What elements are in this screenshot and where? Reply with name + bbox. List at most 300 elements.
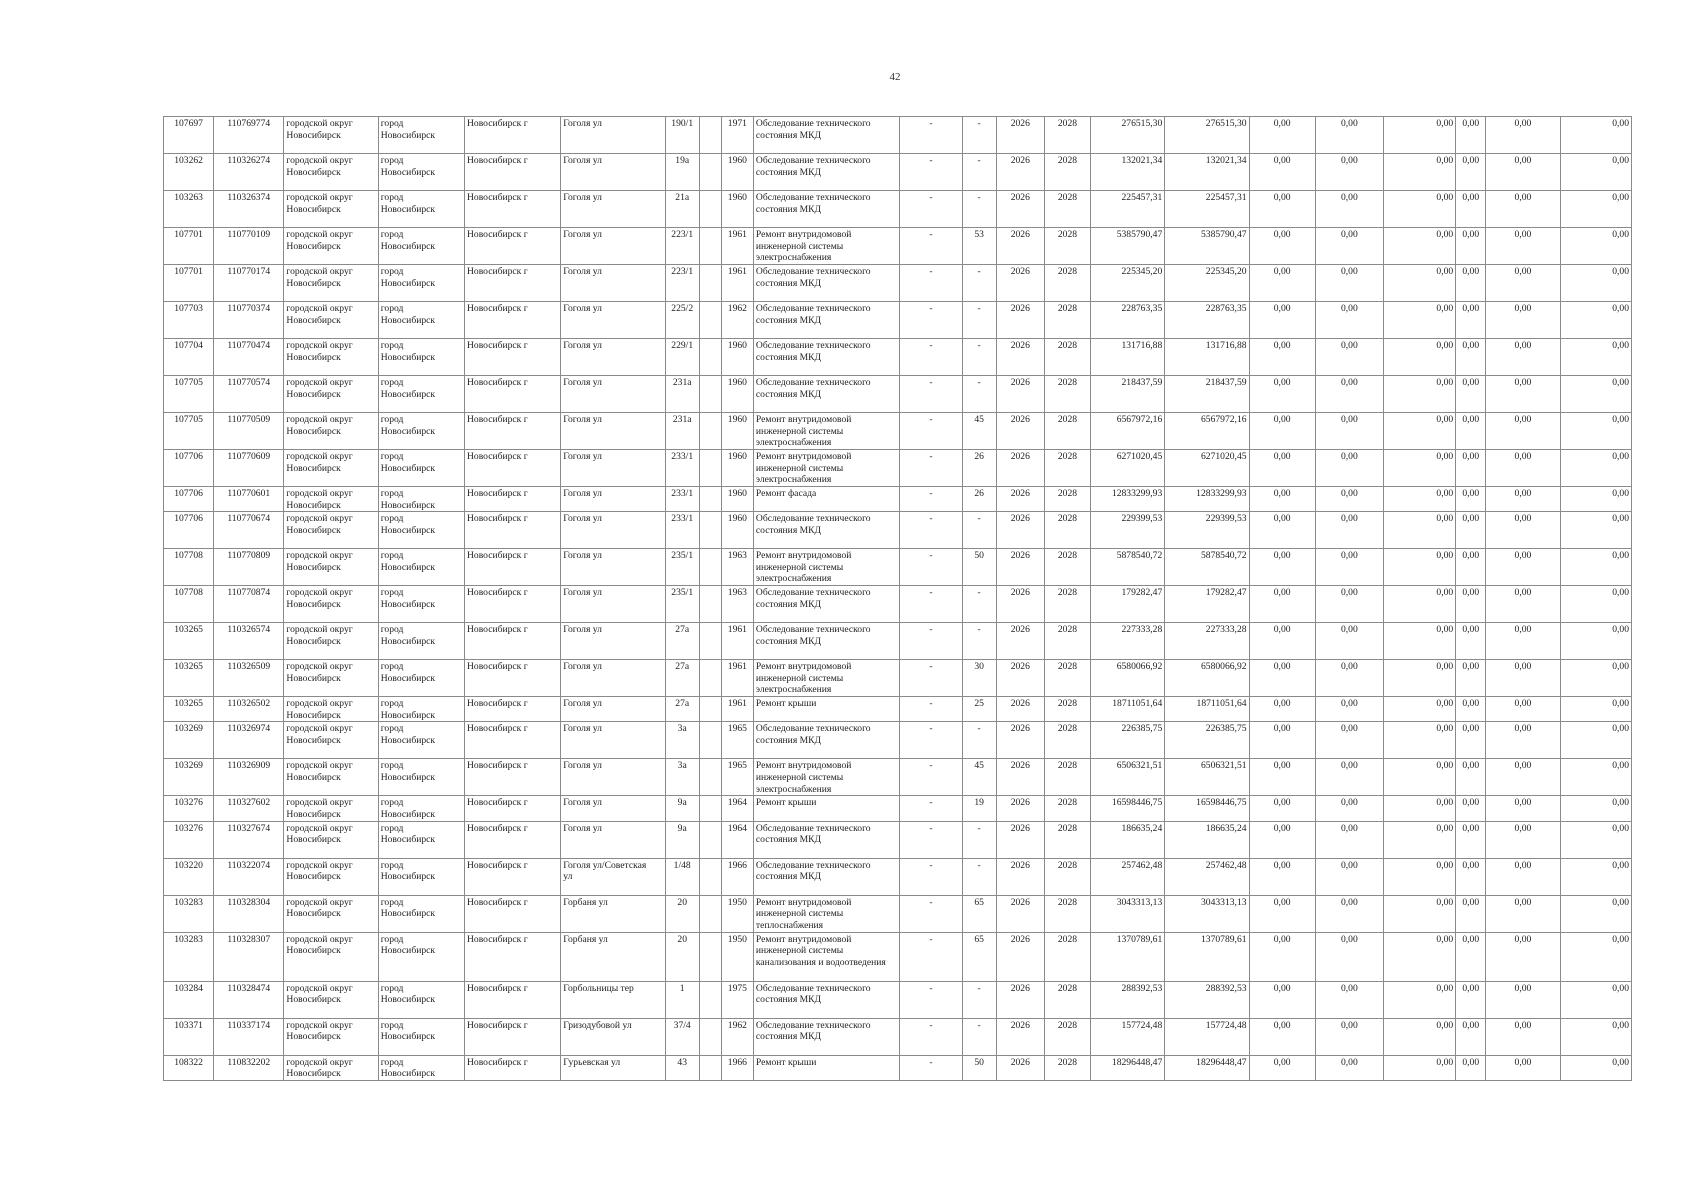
cell-cost-owners: 0,00: [1383, 154, 1455, 191]
cell-work-type: Ремонт внутридомовой инженерной системы электроснабжения: [753, 450, 899, 487]
cell-cost-owners: 0,00: [1383, 722, 1455, 759]
cell-house-code: 110770809: [214, 549, 284, 586]
cell-street: Горбаня ул: [561, 895, 665, 932]
cell-year-from: 2026: [996, 895, 1044, 932]
cell-cost-owners: 0,00: [1383, 586, 1455, 623]
cell-wear-percent: 19: [962, 796, 996, 821]
cell-cost-extra: 0,00: [1560, 376, 1631, 413]
cell-cost-other: 0,00: [1456, 623, 1486, 660]
cell-work-type: Ремонт крыши: [753, 1055, 899, 1080]
table-row: [164, 1018, 1632, 1055]
cell-house-code: 110770109: [214, 228, 284, 265]
cell-total-cost: 6567972,16: [1091, 413, 1165, 450]
cell-locality: Новосибирск г: [464, 796, 560, 821]
cell-settlement: город Новосибирск: [378, 512, 464, 549]
cell-building: [699, 376, 721, 413]
cell-building: [699, 759, 721, 796]
cell-cost-local: 0,00: [1315, 512, 1383, 549]
cell-total-cost: 6506321,51: [1091, 759, 1165, 796]
cell-cost-extra: 0,00: [1560, 981, 1631, 1018]
cell-cost-owners: 0,00: [1383, 759, 1455, 796]
cell-cost-regional: 227333,28: [1165, 623, 1249, 660]
cell-cost-fund: 0,00: [1486, 1018, 1560, 1055]
cell-municipal-district: городской округ Новосибирск: [284, 697, 378, 722]
cell-total-cost: 225345,20: [1091, 265, 1165, 302]
cell-building: [699, 413, 721, 450]
cell-cost-other: 0,00: [1456, 339, 1486, 376]
cell-cost-other: 0,00: [1456, 154, 1486, 191]
cell-record-id: 107708: [164, 549, 214, 586]
cell-work-type: Обследование технического состояния МКД: [753, 191, 899, 228]
cell-col-dash: -: [900, 117, 962, 154]
cell-locality: Новосибирск г: [464, 759, 560, 796]
cell-house-code: 110328307: [214, 932, 284, 981]
cell-record-id: 103265: [164, 660, 214, 697]
cell-locality: Новосибирск г: [464, 981, 560, 1018]
table-row: [164, 821, 1632, 858]
cell-house-number: 190/1: [665, 117, 699, 154]
cell-cost-regional: 132021,34: [1165, 154, 1249, 191]
cell-record-id: 103371: [164, 1018, 214, 1055]
cell-cost-federal: 0,00: [1249, 512, 1315, 549]
cell-street: Гоголя ул: [561, 722, 665, 759]
cell-cost-regional: 18711051,64: [1165, 697, 1249, 722]
cell-build-year: 1966: [721, 1055, 753, 1080]
cell-locality: Новосибирск г: [464, 228, 560, 265]
cell-house-number: 223/1: [665, 228, 699, 265]
cell-wear-percent: -: [962, 623, 996, 660]
table-row: [164, 512, 1632, 549]
cell-cost-local: 0,00: [1315, 821, 1383, 858]
cell-total-cost: 257462,48: [1091, 858, 1165, 895]
cell-house-number: 27а: [665, 697, 699, 722]
cell-year-from: 2026: [996, 265, 1044, 302]
cell-cost-federal: 0,00: [1249, 981, 1315, 1018]
cell-year-to: 2028: [1044, 512, 1090, 549]
cell-cost-extra: 0,00: [1560, 1055, 1631, 1080]
cell-year-to: 2028: [1044, 450, 1090, 487]
cell-year-to: 2028: [1044, 796, 1090, 821]
cell-cost-fund: 0,00: [1486, 450, 1560, 487]
cell-record-id: 107706: [164, 487, 214, 512]
cell-house-code: 110770674: [214, 512, 284, 549]
cell-cost-owners: 0,00: [1383, 512, 1455, 549]
table-row: [164, 932, 1632, 981]
cell-cost-regional: 186635,24: [1165, 821, 1249, 858]
cell-house-number: 231а: [665, 413, 699, 450]
cell-cost-regional: 218437,59: [1165, 376, 1249, 413]
cell-cost-extra: 0,00: [1560, 450, 1631, 487]
cell-cost-federal: 0,00: [1249, 302, 1315, 339]
cell-building: [699, 821, 721, 858]
cell-col-dash: -: [900, 154, 962, 191]
cell-cost-extra: 0,00: [1560, 339, 1631, 376]
cell-settlement: город Новосибирск: [378, 302, 464, 339]
cell-cost-regional: 288392,53: [1165, 981, 1249, 1018]
cell-house-number: 223/1: [665, 265, 699, 302]
cell-record-id: 107697: [164, 117, 214, 154]
cell-col-dash: -: [900, 512, 962, 549]
cell-work-type: Обследование технического состояния МКД: [753, 722, 899, 759]
cell-build-year: 1963: [721, 549, 753, 586]
cell-total-cost: 227333,28: [1091, 623, 1165, 660]
cell-cost-owners: 0,00: [1383, 302, 1455, 339]
cell-cost-local: 0,00: [1315, 228, 1383, 265]
cell-cost-extra: 0,00: [1560, 623, 1631, 660]
cell-house-code: 110328474: [214, 981, 284, 1018]
cell-cost-local: 0,00: [1315, 1055, 1383, 1080]
cell-wear-percent: -: [962, 586, 996, 623]
cell-locality: Новосибирск г: [464, 697, 560, 722]
cell-settlement: город Новосибирск: [378, 722, 464, 759]
cell-build-year: 1962: [721, 1018, 753, 1055]
cell-house-code: 110770874: [214, 586, 284, 623]
cell-municipal-district: городской округ Новосибирск: [284, 512, 378, 549]
cell-cost-owners: 0,00: [1383, 796, 1455, 821]
cell-year-from: 2026: [996, 413, 1044, 450]
cell-cost-owners: 0,00: [1383, 981, 1455, 1018]
cell-cost-owners: 0,00: [1383, 413, 1455, 450]
cell-municipal-district: городской округ Новосибирск: [284, 586, 378, 623]
cell-work-type: Ремонт внутридомовой инженерной системы электроснабжения: [753, 413, 899, 450]
cell-cost-owners: 0,00: [1383, 376, 1455, 413]
cell-wear-percent: -: [962, 512, 996, 549]
cell-house-number: 3а: [665, 759, 699, 796]
cell-street: Гоголя ул: [561, 549, 665, 586]
cell-build-year: 1971: [721, 117, 753, 154]
cell-record-id: 107706: [164, 450, 214, 487]
cell-cost-fund: 0,00: [1486, 487, 1560, 512]
table-row: [164, 623, 1632, 660]
cell-record-id: 107703: [164, 302, 214, 339]
cell-cost-federal: 0,00: [1249, 117, 1315, 154]
cell-year-to: 2028: [1044, 821, 1090, 858]
cell-house-code: 110769774: [214, 117, 284, 154]
cell-total-cost: 228763,35: [1091, 302, 1165, 339]
cell-cost-owners: 0,00: [1383, 265, 1455, 302]
cell-building: [699, 586, 721, 623]
cell-cost-fund: 0,00: [1486, 697, 1560, 722]
cell-cost-federal: 0,00: [1249, 660, 1315, 697]
cell-year-from: 2026: [996, 191, 1044, 228]
cell-total-cost: 1370789,61: [1091, 932, 1165, 981]
cell-house-number: 229/1: [665, 339, 699, 376]
cell-cost-regional: 157724,48: [1165, 1018, 1249, 1055]
cell-cost-regional: 225457,31: [1165, 191, 1249, 228]
cell-cost-other: 0,00: [1456, 376, 1486, 413]
cell-wear-percent: -: [962, 117, 996, 154]
cell-house-code: 110326374: [214, 191, 284, 228]
cell-total-cost: 157724,48: [1091, 1018, 1165, 1055]
cell-year-to: 2028: [1044, 339, 1090, 376]
cell-house-code: 110326974: [214, 722, 284, 759]
cell-total-cost: 18711051,64: [1091, 697, 1165, 722]
cell-year-from: 2026: [996, 796, 1044, 821]
cell-work-type: Обследование технического состояния МКД: [753, 981, 899, 1018]
cell-municipal-district: городской округ Новосибирск: [284, 623, 378, 660]
cell-building: [699, 1055, 721, 1080]
cell-cost-extra: 0,00: [1560, 858, 1631, 895]
cell-cost-other: 0,00: [1456, 796, 1486, 821]
cell-build-year: 1960: [721, 339, 753, 376]
cell-year-from: 2026: [996, 339, 1044, 376]
table-row: [164, 796, 1632, 821]
cell-cost-extra: 0,00: [1560, 796, 1631, 821]
cell-cost-regional: 179282,47: [1165, 586, 1249, 623]
cell-cost-regional: 12833299,93: [1165, 487, 1249, 512]
cell-cost-extra: 0,00: [1560, 117, 1631, 154]
cell-cost-federal: 0,00: [1249, 154, 1315, 191]
cell-col-dash: -: [900, 228, 962, 265]
cell-municipal-district: городской округ Новосибирск: [284, 376, 378, 413]
cell-wear-percent: -: [962, 339, 996, 376]
cell-settlement: город Новосибирск: [378, 1055, 464, 1080]
cell-house-number: 3а: [665, 722, 699, 759]
cell-year-from: 2026: [996, 549, 1044, 586]
cell-cost-local: 0,00: [1315, 895, 1383, 932]
cell-cost-fund: 0,00: [1486, 895, 1560, 932]
cell-year-to: 2028: [1044, 895, 1090, 932]
cell-build-year: 1960: [721, 487, 753, 512]
cell-wear-percent: -: [962, 154, 996, 191]
cell-work-type: Ремонт внутридомовой инженерной системы электроснабжения: [753, 228, 899, 265]
cell-total-cost: 131716,88: [1091, 339, 1165, 376]
cell-settlement: город Новосибирск: [378, 932, 464, 981]
cell-cost-extra: 0,00: [1560, 228, 1631, 265]
cell-wear-percent: -: [962, 858, 996, 895]
cell-cost-fund: 0,00: [1486, 413, 1560, 450]
cell-record-id: 107701: [164, 228, 214, 265]
cell-work-type: Обследование технического состояния МКД: [753, 302, 899, 339]
cell-cost-local: 0,00: [1315, 413, 1383, 450]
cell-cost-other: 0,00: [1456, 117, 1486, 154]
table-row: [164, 376, 1632, 413]
cell-cost-local: 0,00: [1315, 722, 1383, 759]
cell-year-from: 2026: [996, 117, 1044, 154]
cell-year-to: 2028: [1044, 586, 1090, 623]
cell-cost-federal: 0,00: [1249, 759, 1315, 796]
cell-cost-regional: 131716,88: [1165, 339, 1249, 376]
cell-year-to: 2028: [1044, 660, 1090, 697]
cell-building: [699, 487, 721, 512]
cell-wear-percent: -: [962, 265, 996, 302]
cell-work-type: Ремонт внутридомовой инженерной системы электроснабжения: [753, 660, 899, 697]
cell-work-type: Обследование технического состояния МКД: [753, 376, 899, 413]
cell-settlement: город Новосибирск: [378, 759, 464, 796]
cell-cost-owners: 0,00: [1383, 1018, 1455, 1055]
cell-work-type: Обследование технического состояния МКД: [753, 265, 899, 302]
cell-municipal-district: городской округ Новосибирск: [284, 191, 378, 228]
cell-cost-local: 0,00: [1315, 549, 1383, 586]
cell-wear-percent: 65: [962, 932, 996, 981]
cell-cost-regional: 6580066,92: [1165, 660, 1249, 697]
cell-cost-other: 0,00: [1456, 1055, 1486, 1080]
cell-wear-percent: -: [962, 191, 996, 228]
cell-settlement: город Новосибирск: [378, 154, 464, 191]
cell-cost-other: 0,00: [1456, 981, 1486, 1018]
cell-build-year: 1961: [721, 623, 753, 660]
cell-build-year: 1960: [721, 512, 753, 549]
cell-house-code: 110322074: [214, 858, 284, 895]
cell-cost-federal: 0,00: [1249, 895, 1315, 932]
cell-house-number: 1/48: [665, 858, 699, 895]
cell-house-code: 110327674: [214, 821, 284, 858]
cell-cost-regional: 228763,35: [1165, 302, 1249, 339]
cell-build-year: 1960: [721, 450, 753, 487]
cell-municipal-district: городской округ Новосибирск: [284, 154, 378, 191]
cell-settlement: город Новосибирск: [378, 623, 464, 660]
cell-cost-federal: 0,00: [1249, 376, 1315, 413]
cell-cost-local: 0,00: [1315, 759, 1383, 796]
cell-wear-percent: 53: [962, 228, 996, 265]
cell-house-number: 20: [665, 895, 699, 932]
cell-locality: Новосибирск г: [464, 1055, 560, 1080]
cell-cost-other: 0,00: [1456, 191, 1486, 228]
cell-cost-regional: 276515,30: [1165, 117, 1249, 154]
cell-cost-other: 0,00: [1456, 697, 1486, 722]
cell-house-code: 110328304: [214, 895, 284, 932]
cell-cost-fund: 0,00: [1486, 722, 1560, 759]
cell-record-id: 103283: [164, 895, 214, 932]
cell-wear-percent: 26: [962, 450, 996, 487]
cell-cost-regional: 5878540,72: [1165, 549, 1249, 586]
cell-record-id: 103220: [164, 858, 214, 895]
cell-col-dash: -: [900, 821, 962, 858]
cell-cost-federal: 0,00: [1249, 1018, 1315, 1055]
cell-total-cost: 186635,24: [1091, 821, 1165, 858]
cell-year-to: 2028: [1044, 623, 1090, 660]
cell-record-id: 107705: [164, 376, 214, 413]
table-row: [164, 722, 1632, 759]
cell-cost-fund: 0,00: [1486, 302, 1560, 339]
cell-cost-regional: 6271020,45: [1165, 450, 1249, 487]
cell-wear-percent: 45: [962, 413, 996, 450]
cell-year-to: 2028: [1044, 117, 1090, 154]
cell-work-type: Ремонт внутридомовой инженерной системы электроснабжения: [753, 549, 899, 586]
cell-municipal-district: городской округ Новосибирск: [284, 228, 378, 265]
cell-col-dash: -: [900, 549, 962, 586]
cell-house-code: 110326509: [214, 660, 284, 697]
cell-cost-fund: 0,00: [1486, 339, 1560, 376]
cell-year-to: 2028: [1044, 1055, 1090, 1080]
cell-cost-local: 0,00: [1315, 302, 1383, 339]
cell-col-dash: -: [900, 376, 962, 413]
cell-cost-fund: 0,00: [1486, 759, 1560, 796]
cell-street: Гоголя ул: [561, 302, 665, 339]
cell-cost-fund: 0,00: [1486, 154, 1560, 191]
cell-cost-owners: 0,00: [1383, 487, 1455, 512]
cell-work-type: Ремонт внутридомовой инженерной системы электроснабжения: [753, 759, 899, 796]
cell-cost-other: 0,00: [1456, 722, 1486, 759]
cell-locality: Новосибирск г: [464, 895, 560, 932]
cell-record-id: 103276: [164, 796, 214, 821]
cell-municipal-district: городской округ Новосибирск: [284, 932, 378, 981]
cell-cost-fund: 0,00: [1486, 1055, 1560, 1080]
cell-cost-other: 0,00: [1456, 821, 1486, 858]
cell-cost-other: 0,00: [1456, 932, 1486, 981]
cell-work-type: Ремонт внутридомовой инженерной системы теплоснабжения: [753, 895, 899, 932]
cell-cost-other: 0,00: [1456, 487, 1486, 512]
cell-wear-percent: -: [962, 981, 996, 1018]
cell-col-dash: -: [900, 413, 962, 450]
cell-cost-federal: 0,00: [1249, 413, 1315, 450]
cell-col-dash: -: [900, 759, 962, 796]
cell-cost-extra: 0,00: [1560, 302, 1631, 339]
cell-total-cost: 6580066,92: [1091, 660, 1165, 697]
cell-cost-fund: 0,00: [1486, 228, 1560, 265]
cell-house-number: 21а: [665, 191, 699, 228]
cell-total-cost: 226385,75: [1091, 722, 1165, 759]
cell-total-cost: 132021,34: [1091, 154, 1165, 191]
cell-settlement: город Новосибирск: [378, 376, 464, 413]
cell-building: [699, 796, 721, 821]
cell-house-number: 231а: [665, 376, 699, 413]
cell-cost-local: 0,00: [1315, 981, 1383, 1018]
cell-build-year: 1961: [721, 265, 753, 302]
cell-cost-federal: 0,00: [1249, 623, 1315, 660]
cell-street: Гоголя ул: [561, 413, 665, 450]
cell-cost-fund: 0,00: [1486, 623, 1560, 660]
cell-locality: Новосибирск г: [464, 413, 560, 450]
cell-cost-local: 0,00: [1315, 154, 1383, 191]
cell-work-type: Ремонт крыши: [753, 697, 899, 722]
cell-street: Гоголя ул: [561, 796, 665, 821]
cell-total-cost: 218437,59: [1091, 376, 1165, 413]
cell-total-cost: 288392,53: [1091, 981, 1165, 1018]
cell-cost-regional: 18296448,47: [1165, 1055, 1249, 1080]
cell-cost-regional: 229399,53: [1165, 512, 1249, 549]
cell-locality: Новосибирск г: [464, 623, 560, 660]
cell-total-cost: 3043313,13: [1091, 895, 1165, 932]
cell-cost-owners: 0,00: [1383, 191, 1455, 228]
register-body: [164, 117, 1632, 1081]
cell-build-year: 1960: [721, 376, 753, 413]
cell-locality: Новосибирск г: [464, 660, 560, 697]
cell-cost-other: 0,00: [1456, 265, 1486, 302]
table-row: [164, 981, 1632, 1018]
cell-work-type: Обследование технического состояния МКД: [753, 821, 899, 858]
cell-house-number: 27а: [665, 623, 699, 660]
cell-cost-extra: 0,00: [1560, 154, 1631, 191]
cell-record-id: 108322: [164, 1055, 214, 1080]
cell-work-type: Обследование технического состояния МКД: [753, 154, 899, 191]
cell-cost-owners: 0,00: [1383, 895, 1455, 932]
cell-year-from: 2026: [996, 858, 1044, 895]
cell-building: [699, 549, 721, 586]
cell-record-id: 103276: [164, 821, 214, 858]
cell-cost-local: 0,00: [1315, 1018, 1383, 1055]
cell-cost-federal: 0,00: [1249, 932, 1315, 981]
cell-year-to: 2028: [1044, 228, 1090, 265]
cell-house-number: 233/1: [665, 512, 699, 549]
cell-street: Гоголя ул: [561, 154, 665, 191]
cell-year-from: 2026: [996, 981, 1044, 1018]
cell-year-from: 2026: [996, 487, 1044, 512]
cell-street: Гоголя ул: [561, 487, 665, 512]
cell-cost-other: 0,00: [1456, 549, 1486, 586]
cell-house-code: 110326909: [214, 759, 284, 796]
cell-col-dash: -: [900, 450, 962, 487]
cell-settlement: город Новосибирск: [378, 586, 464, 623]
cell-wear-percent: 25: [962, 697, 996, 722]
cell-col-dash: -: [900, 895, 962, 932]
cell-col-dash: -: [900, 660, 962, 697]
cell-settlement: город Новосибирск: [378, 660, 464, 697]
cell-cost-owners: 0,00: [1383, 858, 1455, 895]
cell-total-cost: 6271020,45: [1091, 450, 1165, 487]
cell-street: Гоголя ул: [561, 623, 665, 660]
cell-year-to: 2028: [1044, 376, 1090, 413]
